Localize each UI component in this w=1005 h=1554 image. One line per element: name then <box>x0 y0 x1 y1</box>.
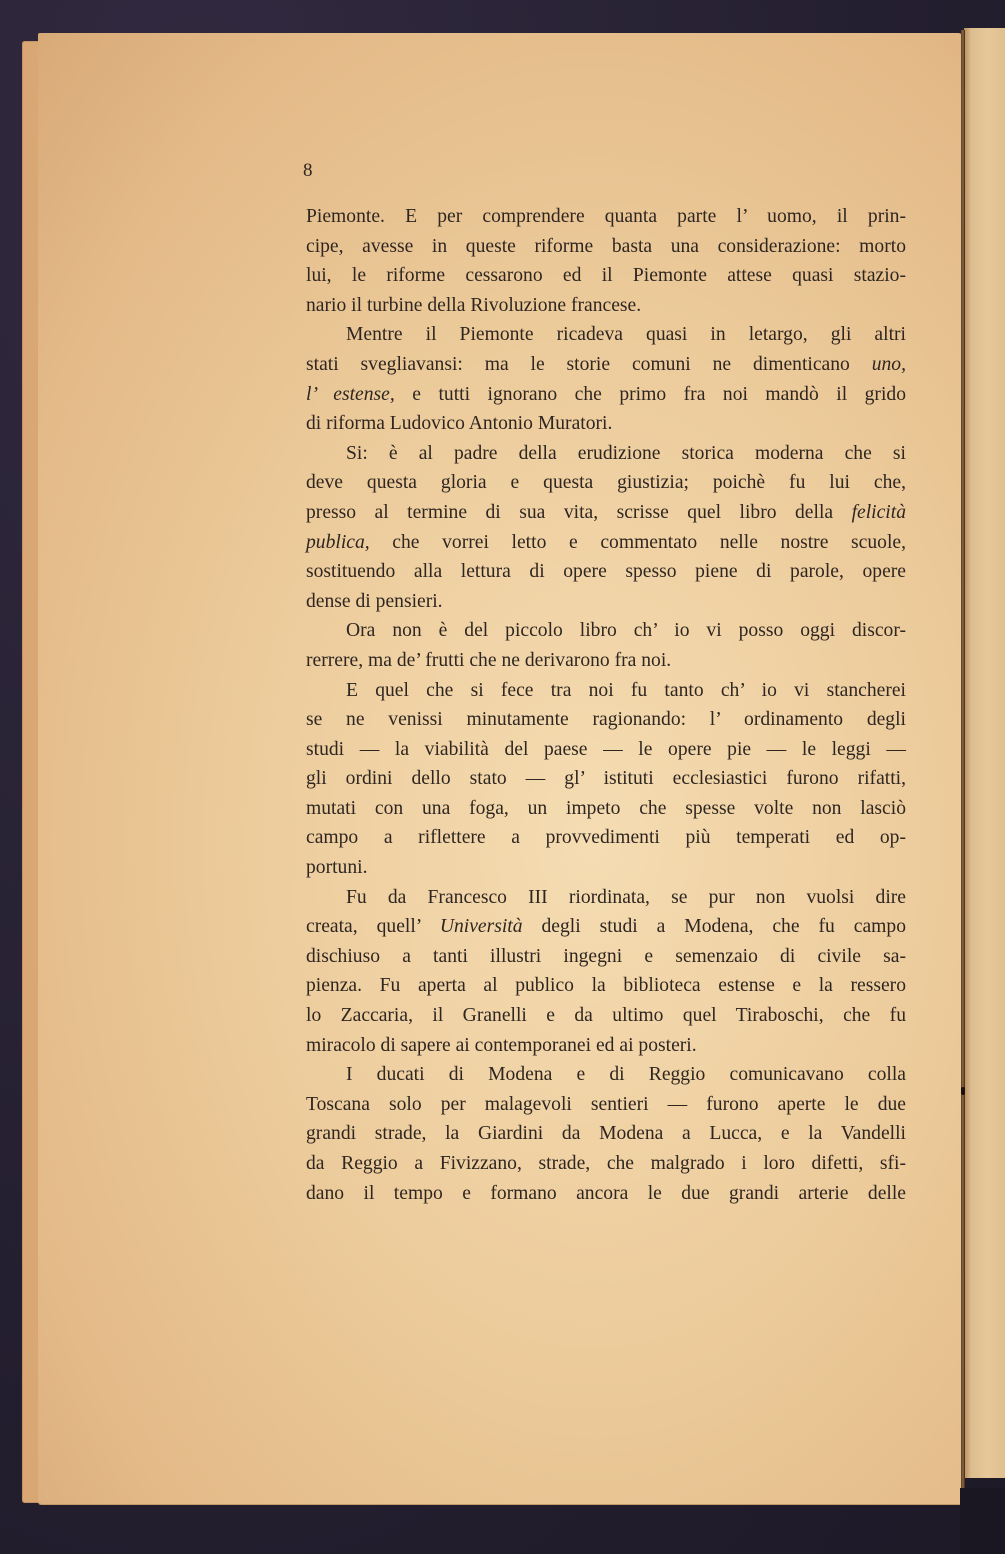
text-span: Piemonte. E per comprendere quanta parte l’ uomo, il prin- <box>306 206 906 227</box>
text-line <box>306 823 906 853</box>
text-line <box>306 764 906 794</box>
text-span: Ora non è del piccolo libro ch’ io vi posso oggi discor- <box>346 620 906 642</box>
italic-text: felicità <box>851 501 906 523</box>
text-span: creata, quell’ <box>306 916 440 938</box>
paragraph <box>306 439 906 617</box>
paragraph <box>306 202 906 320</box>
text-span: Si: è al padre della erudizione storica moderna che si <box>346 442 906 464</box>
text-line <box>306 291 906 321</box>
paragraph <box>306 883 906 1061</box>
binding-shadow <box>960 1488 1005 1554</box>
book-gutter <box>961 30 965 1510</box>
text-line <box>306 1179 906 1209</box>
text-span: mutati con una foga, un impeto che spesse volte non lasciò <box>306 797 906 819</box>
text-span: portuni. <box>306 857 368 879</box>
text-line <box>306 971 906 1001</box>
paragraph <box>306 320 906 438</box>
text-span: presso al termine di sua vita, scrisse quel libro della <box>306 501 852 523</box>
text-line <box>306 1060 906 1090</box>
text-span: campo a riflettere a provvedimenti più temperati ed op- <box>306 827 906 849</box>
text-line <box>306 528 906 558</box>
text-line <box>306 1001 906 1031</box>
text-line <box>306 1149 906 1179</box>
text-line <box>306 320 906 350</box>
italic-text: uno, <box>871 353 906 375</box>
gutter-mark <box>961 1087 965 1095</box>
text-span: dischiuso a tanti illustri ingegni e semenzaio di civile sa- <box>306 945 906 967</box>
text-span: di riforma Ludovico Antonio Muratori. <box>306 413 613 435</box>
text-line <box>306 616 906 646</box>
text-line <box>306 261 906 291</box>
text-span: se ne venissi minutamente ragionando: l’ ordinamento degli <box>306 709 906 731</box>
text-line <box>306 705 906 735</box>
text-line <box>306 735 906 765</box>
text-span: dense di pensieri. <box>306 590 443 612</box>
text-span: stati svegliavansi: ma le storie comuni ne dimenticano <box>306 353 872 375</box>
text-line <box>306 794 906 824</box>
text-span: Fu da Francesco III riordinata, se pur non vuolsi dire <box>346 886 906 908</box>
text-span: dano il tempo e formano ancora le due grandi arterie delle <box>306 1182 906 1204</box>
text-line <box>306 1090 906 1120</box>
text-line <box>306 202 906 232</box>
text-span: I ducati di Modena e di Reggio comunicavano colla <box>346 1064 906 1086</box>
text-span: lui, le riforme cessarono ed il Piemonte attese quasi stazio- <box>306 265 906 287</box>
text-line <box>306 646 906 676</box>
text-span: da Reggio a Fivizzano, strade, che malgrado i loro difetti, sfi- <box>306 1153 906 1174</box>
text-line <box>306 912 906 942</box>
text-line <box>306 1119 906 1149</box>
text-span: deve questa gloria e questa giustizia; poichè fu lui che, <box>306 472 906 494</box>
paragraph <box>306 616 906 675</box>
text-line <box>306 883 906 913</box>
text-span: nario il turbine della Rivoluzione francese. <box>306 294 642 316</box>
text-line <box>306 1031 906 1061</box>
text-span: gli ordini dello stato — gl’ istituti ecclesiastici furono rifatti, <box>306 768 906 790</box>
text-span: Toscana solo per malagevoli sentieri — furono aperte le due <box>306 1093 906 1115</box>
text-line <box>306 676 906 706</box>
body-text <box>306 202 906 1208</box>
text-line <box>306 942 906 972</box>
text-span: grandi strade, la Giardini da Modena a Lucca, e la Vandelli <box>306 1123 906 1145</box>
text-span: studi — la viabilità del paese — le opere pie — le leggi — <box>306 738 906 760</box>
page-number: 8 <box>303 160 313 181</box>
paragraph <box>306 676 906 883</box>
text-line <box>306 587 906 617</box>
text-span: cipe, avesse in queste riforme basta una considerazione: morto <box>306 235 906 257</box>
text-line <box>306 468 906 498</box>
text-line <box>306 557 906 587</box>
text-line <box>306 409 906 439</box>
text-span: pienza. Fu aperta al publico la biblioteca estense e la ressero <box>306 975 906 997</box>
text-span: lo Zaccaria, il Granelli e da ultimo quel Tiraboschi, che fu <box>306 1005 906 1027</box>
text-line <box>306 380 906 410</box>
text-span: E quel che si fece tra noi fu tanto ch’ io vi stancherei <box>346 679 906 701</box>
italic-text: l’ estense, <box>306 383 395 405</box>
facing-page-edge <box>964 28 1005 1478</box>
text-span: che vorrei letto e commentato nelle nostre scuole, <box>369 531 906 553</box>
italic-text: publica, <box>306 531 370 553</box>
text-span: degli studi a Modena, che fu campo <box>522 916 906 938</box>
text-line <box>306 350 906 380</box>
text-span: sostituendo alla lettura di opere spesso piene di parole, opere <box>306 561 906 583</box>
text-span: miracolo di sapere ai contemporanei ed ai posteri. <box>306 1034 697 1056</box>
italic-text: Università <box>439 916 523 938</box>
text-line <box>306 439 906 469</box>
text-line <box>306 853 906 883</box>
text-span: e tutti ignorano che primo fra noi mandò il grido <box>394 383 906 405</box>
text-line <box>306 232 906 262</box>
text-span: Mentre il Piemonte ricadeva quasi in letargo, gli altri <box>346 324 906 346</box>
text-line <box>306 498 906 528</box>
paragraph <box>306 1060 906 1208</box>
text-span: rerrere, ma de’ frutti che ne derivarono fra noi. <box>306 649 672 671</box>
